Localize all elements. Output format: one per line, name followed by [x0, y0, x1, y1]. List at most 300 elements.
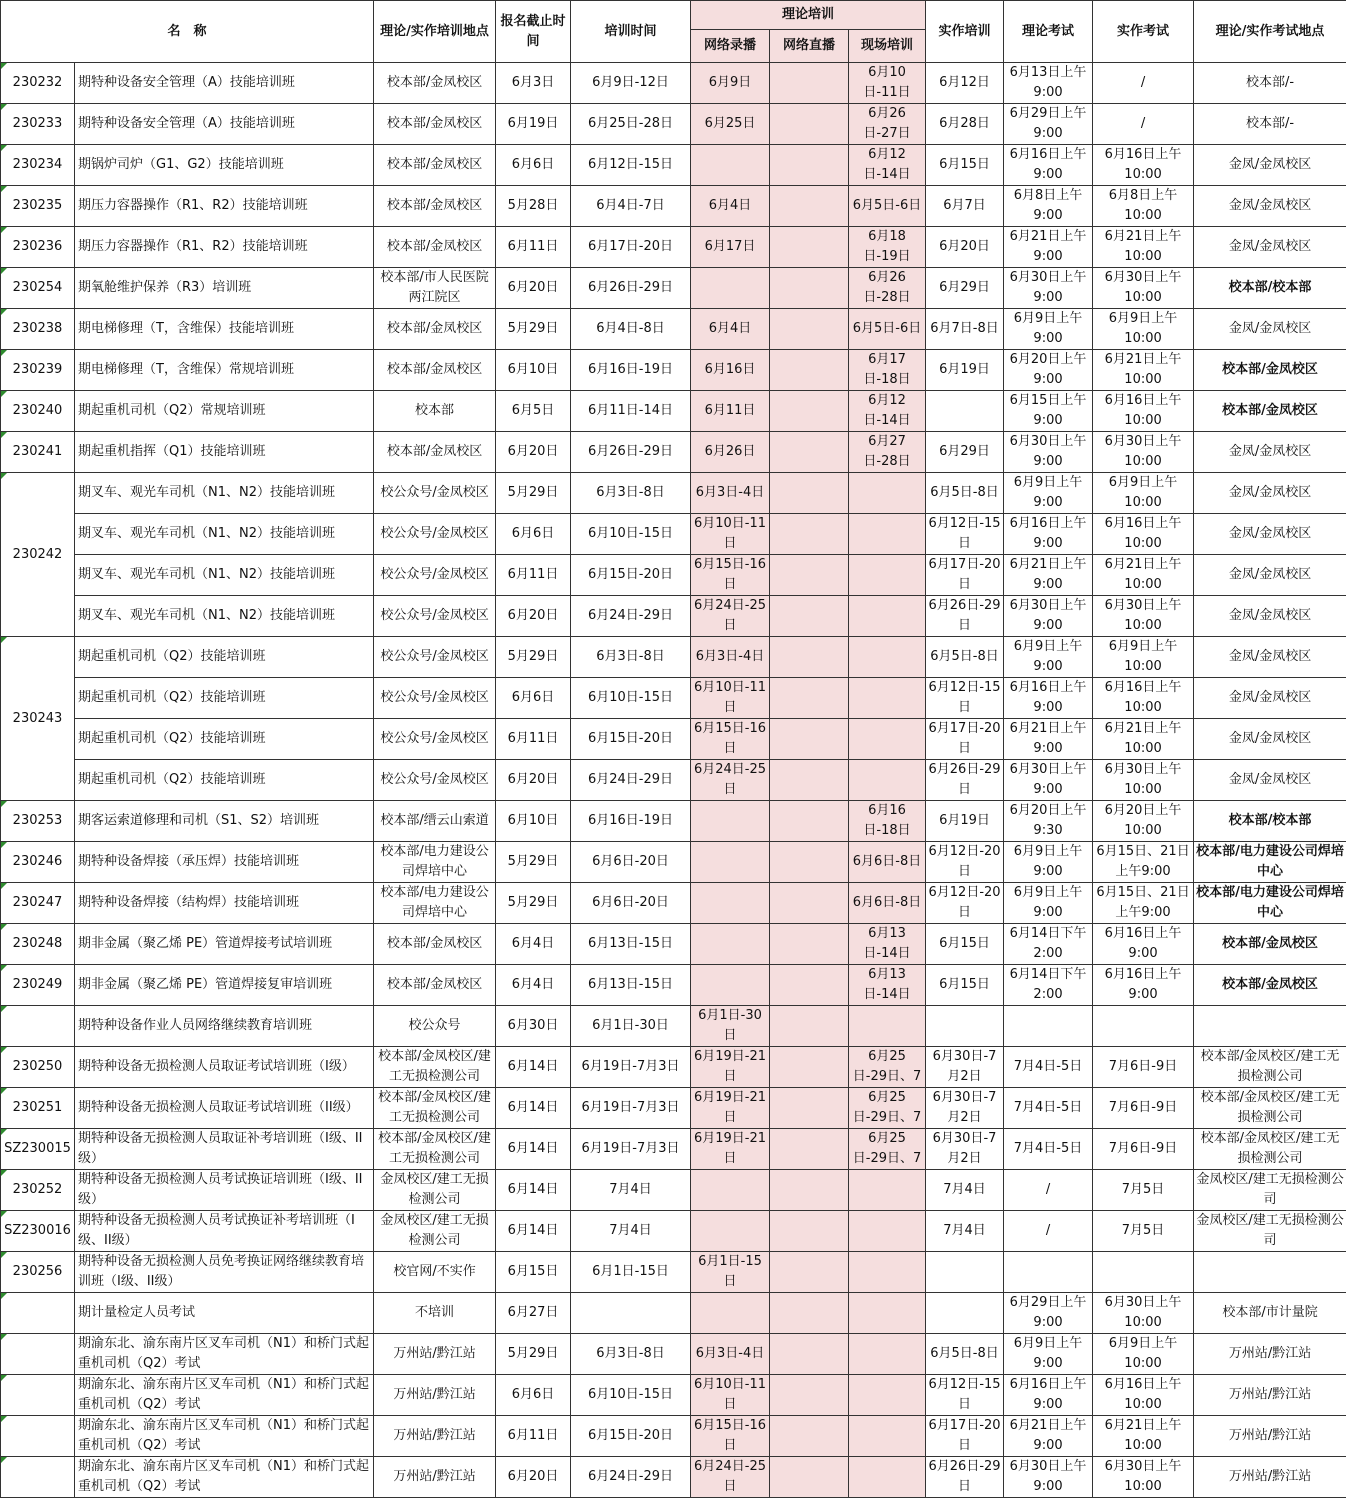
class-code [1, 1416, 75, 1457]
practical-training [926, 719, 1004, 760]
class-code: 230243 [1, 637, 75, 801]
training-time-text: 6月6日-20日 [592, 895, 669, 910]
theory-exam-text: 7月4日-5日 [1013, 1059, 1083, 1074]
practical-training-text: 6月17日-20日 [928, 1418, 1001, 1453]
theory-exam-text: 6月30日上午9:00 [1009, 1459, 1087, 1494]
online-recorded [691, 145, 770, 186]
onsite-training [849, 145, 926, 186]
practical-training [926, 801, 1004, 842]
class-code: 230247 [1, 883, 75, 924]
theory-exam-text: 6月30日上午9:00 [1009, 598, 1087, 633]
table-row [1, 104, 1346, 145]
table-row [1, 555, 1346, 596]
exam-place [1194, 432, 1346, 473]
online-recorded [691, 719, 770, 760]
online-recorded-text: 6月3日-4日 [695, 1346, 765, 1361]
theory-exam [1004, 1047, 1093, 1088]
practical-training [926, 391, 1004, 432]
practical-training-text: 6月30日-7月2日 [932, 1090, 997, 1125]
practical-exam [1093, 555, 1194, 596]
course-name-text: 期起重机司机（Q2）常规培训班 [78, 403, 266, 418]
onsite-training [849, 1334, 926, 1375]
theory-exam-text: 7月4日-5日 [1013, 1141, 1083, 1156]
practical-exam [1093, 227, 1194, 268]
online-recorded [691, 186, 770, 227]
course-name-text: 期叉车、观光车司机（N1、N2）技能培训班 [78, 485, 335, 500]
deadline [496, 637, 571, 678]
class-code: 230241 [1, 432, 75, 473]
online-recorded [691, 350, 770, 391]
online-recorded [691, 842, 770, 883]
course-name [75, 63, 374, 104]
practical-exam [1093, 965, 1194, 1006]
training-time-text: 6月9日-12日 [592, 75, 669, 90]
onsite-training [849, 473, 926, 514]
practical-training-text: 6月28日 [939, 116, 990, 131]
online-live [770, 760, 849, 801]
online-live [770, 268, 849, 309]
table-row [1, 678, 1346, 719]
training-time-text: 6月15日-20日 [587, 567, 674, 582]
onsite-training [849, 1375, 926, 1416]
exam-place-text: 金凤/金凤校区 [1228, 485, 1312, 500]
onsite-training-text: 6月18日-19日 [863, 229, 911, 264]
online-live [770, 1416, 849, 1457]
online-live [770, 391, 849, 432]
practical-training-text: 6月5日-8日 [930, 649, 999, 664]
exam-place-text: 校本部/金凤校区 [1222, 403, 1318, 418]
deadline-text: 6月14日 [507, 1223, 559, 1238]
exam-place [1194, 637, 1346, 678]
online-recorded [691, 309, 770, 350]
training-location-text: 校本部/金凤校区 [386, 444, 483, 459]
exam-place-text: 校本部/金凤校区 [1222, 977, 1318, 992]
online-recorded-text: 6月1日-15日 [698, 1254, 762, 1289]
exam-place-text: 万州站/黔江站 [1228, 1387, 1312, 1402]
deadline [496, 1006, 571, 1047]
practical-exam [1093, 1375, 1194, 1416]
theory-exam [1004, 1129, 1093, 1170]
online-live [770, 555, 849, 596]
training-time [571, 186, 691, 227]
header-name: 名 称 [1, 1, 374, 63]
practical-exam-text: 6月20日上午10:00 [1104, 803, 1182, 838]
onsite-training [849, 924, 926, 965]
course-name [75, 965, 374, 1006]
deadline [496, 473, 571, 514]
practical-exam [1093, 801, 1194, 842]
onsite-training-text: 6月27日-28日 [863, 434, 911, 469]
practical-exam-text: 6月16日上午10:00 [1104, 147, 1182, 182]
onsite-training-text: 6月6日-8日 [852, 854, 922, 869]
online-recorded-text: 6月25日 [704, 116, 756, 131]
practical-exam [1093, 145, 1194, 186]
exam-place-text: 校本部/电力建设公司焊培中心 [1196, 885, 1344, 920]
online-recorded-text: 6月17日 [704, 239, 756, 254]
training-time [571, 760, 691, 801]
course-name [75, 514, 374, 555]
exam-place [1194, 473, 1346, 514]
class-code: 230249 [1, 965, 75, 1006]
training-time [571, 1006, 691, 1047]
training-time [571, 555, 691, 596]
online-live [770, 1457, 849, 1498]
theory-exam [1004, 965, 1093, 1006]
training-time [571, 473, 691, 514]
online-live [770, 965, 849, 1006]
onsite-training-text: 6月5日-6日 [852, 198, 922, 213]
deadline [496, 1375, 571, 1416]
deadline-text: 5月29日 [507, 485, 559, 500]
deadline [496, 514, 571, 555]
practical-exam-text: 6月30日上午10:00 [1104, 270, 1182, 305]
deadline-text: 6月15日 [507, 1264, 559, 1279]
deadline-text: 6月10日 [507, 362, 559, 377]
training-time-text: 6月13日-15日 [587, 936, 674, 951]
practical-exam-text: 6月8日上午10:00 [1108, 188, 1178, 223]
course-name-text: 期特种设备安全管理（A）技能培训班 [78, 75, 295, 90]
practical-exam-text: 7月6日-9日 [1108, 1141, 1178, 1156]
practical-training [926, 678, 1004, 719]
practical-exam [1093, 842, 1194, 883]
table-row [1, 268, 1346, 309]
theory-exam [1004, 637, 1093, 678]
training-time [571, 1129, 691, 1170]
training-time-text: 6月3日-8日 [596, 485, 665, 500]
course-name [75, 1293, 374, 1334]
online-live [770, 1375, 849, 1416]
onsite-training-text: 6月10日-11日 [863, 65, 911, 100]
practical-training-text: 6月26日-29日 [928, 1459, 1001, 1494]
training-time [571, 1252, 691, 1293]
onsite-training [849, 1170, 926, 1211]
training-location [374, 760, 496, 801]
online-recorded-text: 6月19日-21日 [693, 1049, 767, 1084]
practical-training [926, 1047, 1004, 1088]
training-location [374, 719, 496, 760]
training-location [374, 1129, 496, 1170]
deadline-text: 5月28日 [507, 198, 559, 213]
table-row [1, 596, 1346, 637]
theory-exam [1004, 760, 1093, 801]
onsite-training-text: 6月12日-14日 [863, 393, 911, 428]
online-live [770, 678, 849, 719]
exam-place [1194, 842, 1346, 883]
exam-place-text: 校本部/金凤校区 [1222, 936, 1318, 951]
online-live [770, 145, 849, 186]
practical-exam [1093, 1293, 1194, 1334]
practical-exam-text: 6月21日上午10:00 [1104, 352, 1182, 387]
deadline-text: 6月27日 [507, 1305, 559, 1320]
exam-place [1194, 678, 1346, 719]
table-row [1, 1252, 1346, 1293]
exam-place [1194, 1088, 1346, 1129]
training-location-text: 万州站/黔江站 [393, 1346, 476, 1361]
table-row [1, 1170, 1346, 1211]
deadline [496, 1334, 571, 1375]
online-recorded [691, 391, 770, 432]
training-time-text: 6月24日-29日 [587, 772, 674, 787]
online-recorded-text: 6月10日-11日 [693, 680, 767, 715]
course-name-text: 期计量检定人员考试 [78, 1305, 196, 1320]
deadline-text: 6月14日 [507, 1141, 559, 1156]
table-row [1, 760, 1346, 801]
practical-exam [1093, 514, 1194, 555]
deadline-text: 6月30日 [507, 1018, 559, 1033]
theory-exam-text: 6月9日上午9:00 [1013, 475, 1083, 510]
practical-exam [1093, 1457, 1194, 1498]
exam-place [1194, 514, 1346, 555]
practical-exam-text: 6月15日、21日上午9:00 [1096, 885, 1190, 920]
training-time-text: 6月19日-7月3日 [581, 1059, 680, 1074]
practical-training [926, 883, 1004, 924]
training-time-text: 6月15日-20日 [587, 1428, 674, 1443]
course-name [75, 432, 374, 473]
online-recorded [691, 801, 770, 842]
class-code: 230248 [1, 924, 75, 965]
training-location-text: 万州站/黔江站 [393, 1469, 476, 1484]
practical-training-text: 6月15日 [939, 936, 990, 951]
course-name-text: 期渝东北、渝东南片区叉车司机（N1）和桥门式起重机司机（Q2）考试 [78, 1418, 369, 1453]
practical-training [926, 1170, 1004, 1211]
class-code [1, 1334, 75, 1375]
training-location-text: 校本部/金凤校区 [386, 321, 483, 336]
training-location-text: 校本部/缙云山索道 [380, 813, 489, 828]
training-location-text: 不培训 [415, 1305, 455, 1320]
training-time-text: 6月17日-20日 [587, 239, 674, 254]
course-name-text: 期特种设备焊接（结构焊）技能培训班 [78, 895, 300, 910]
online-recorded [691, 1334, 770, 1375]
training-location-text: 校公众号 [408, 1018, 461, 1033]
course-name-text: 期特种设备无损检测人员考试换证培训班（I级、II级） [78, 1172, 363, 1207]
exam-place [1194, 555, 1346, 596]
training-time-text: 6月4日-7日 [596, 198, 665, 213]
practical-training-text: 6月30日-7月2日 [932, 1131, 997, 1166]
training-location [374, 637, 496, 678]
practical-training [926, 637, 1004, 678]
exam-place-text: 校本部/- [1245, 75, 1295, 90]
course-name-text: 期非金属（聚乙烯 PE）管道焊接考试培训班 [78, 936, 333, 951]
online-live [770, 1252, 849, 1293]
training-location [374, 473, 496, 514]
practical-training [926, 145, 1004, 186]
online-recorded [691, 432, 770, 473]
practical-exam [1093, 1170, 1194, 1211]
theory-exam [1004, 555, 1093, 596]
practical-exam [1093, 63, 1194, 104]
exam-place [1194, 719, 1346, 760]
online-recorded-text: 6月26日 [704, 444, 756, 459]
exam-place-text: 金凤/金凤校区 [1228, 526, 1312, 541]
class-code: SZ230015 [1, 1129, 75, 1170]
deadline-text: 6月6日 [511, 157, 555, 172]
practical-exam-text: 6月30日上午10:00 [1104, 1459, 1182, 1494]
online-recorded-text: 6月4日 [708, 198, 752, 213]
practical-exam-text: 6月9日上午10:00 [1108, 311, 1178, 346]
training-location-text: 校官网/不实作 [393, 1264, 476, 1279]
practical-exam [1093, 1047, 1194, 1088]
training-time [571, 801, 691, 842]
deadline [496, 842, 571, 883]
table-row [1, 924, 1346, 965]
training-location-text: 万州站/黔江站 [393, 1387, 476, 1402]
theory-exam-text: 6月14日下午2:00 [1009, 967, 1087, 1002]
theory-exam [1004, 924, 1093, 965]
course-name-text: 期特种设备无损检测人员取证补考培训班（I级、II级） [78, 1131, 363, 1166]
theory-exam [1004, 186, 1093, 227]
deadline [496, 63, 571, 104]
table-row [1, 186, 1346, 227]
online-live [770, 883, 849, 924]
exam-place [1194, 965, 1346, 1006]
deadline-text: 6月4日 [511, 977, 555, 992]
training-location-text: 校公众号/金凤校区 [380, 772, 489, 787]
class-code: 230232 [1, 63, 75, 104]
training-location [374, 1334, 496, 1375]
online-recorded-text: 6月24日-25日 [693, 762, 767, 797]
online-live [770, 1047, 849, 1088]
training-location-text: 校本部/金凤校区 [386, 239, 483, 254]
class-code: SZ230016 [1, 1211, 75, 1252]
training-time [571, 268, 691, 309]
theory-exam-text: 6月21日上午9:00 [1009, 229, 1087, 264]
online-live [770, 1006, 849, 1047]
onsite-training-text: 6月25日-29日、7 [852, 1049, 922, 1084]
class-code: 230250 [1, 1047, 75, 1088]
online-recorded [691, 268, 770, 309]
training-time [571, 842, 691, 883]
theory-exam-text: 6月29日上午9:00 [1009, 1295, 1087, 1330]
course-name [75, 637, 374, 678]
exam-place [1194, 596, 1346, 637]
deadline [496, 1047, 571, 1088]
theory-exam-text: 6月20日上午9:30 [1009, 803, 1087, 838]
deadline-text: 6月11日 [507, 1428, 559, 1443]
course-name-text: 期起重机司机（Q2）技能培训班 [78, 690, 266, 705]
training-location-text: 金凤校区/建工无损检测公司 [380, 1172, 489, 1207]
theory-exam [1004, 309, 1093, 350]
training-location-text: 校本部/金凤校区 [386, 936, 483, 951]
onsite-training [849, 760, 926, 801]
onsite-training [849, 391, 926, 432]
practical-exam-text: 6月30日上午10:00 [1104, 762, 1182, 797]
exam-place [1194, 924, 1346, 965]
exam-place-text: 校本部/电力建设公司焊培中心 [1196, 844, 1344, 879]
class-code: 230234 [1, 145, 75, 186]
onsite-training [849, 965, 926, 1006]
practical-training-text: 6月15日 [939, 157, 990, 172]
onsite-training-text: 6月13日-14日 [863, 967, 911, 1002]
course-name-text: 期特种设备作业人员网络继续教育培训班 [78, 1018, 313, 1033]
exam-place [1194, 145, 1346, 186]
deadline-text: 6月20日 [507, 444, 559, 459]
practical-training-text: 6月5日-8日 [930, 485, 999, 500]
onsite-training [849, 309, 926, 350]
training-location-text: 校公众号/金凤校区 [380, 567, 489, 582]
training-location-text: 校公众号/金凤校区 [380, 731, 489, 746]
practical-training [926, 268, 1004, 309]
training-time [571, 1416, 691, 1457]
table-row [1, 842, 1346, 883]
deadline [496, 186, 571, 227]
table-row [1, 63, 1346, 104]
exam-place [1194, 1457, 1346, 1498]
online-recorded-text: 6月24日-25日 [693, 1459, 767, 1494]
course-name [75, 145, 374, 186]
deadline [496, 965, 571, 1006]
practical-training-text: 6月12日-20日 [928, 844, 1001, 879]
exam-place-text: 校本部/金凤校区/建工无损检测公司 [1200, 1131, 1340, 1166]
deadline [496, 227, 571, 268]
practical-exam-text: 6月16日上午10:00 [1104, 1377, 1182, 1412]
training-time [571, 883, 691, 924]
course-name-text: 期特种设备无损检测人员考试换证补考培训班（I级、II级） [78, 1213, 355, 1248]
training-time-text: 6月10日-15日 [587, 1387, 674, 1402]
exam-place-text: 万州站/黔江站 [1228, 1428, 1312, 1443]
training-location-text: 校本部/市人民医院两江院区 [380, 270, 489, 305]
online-recorded [691, 227, 770, 268]
theory-exam [1004, 596, 1093, 637]
class-code [1, 1375, 75, 1416]
online-live [770, 1129, 849, 1170]
training-time [571, 1457, 691, 1498]
theory-exam-text: 6月15日上午9:00 [1009, 393, 1087, 428]
class-code: 230239 [1, 350, 75, 391]
practical-training [926, 1129, 1004, 1170]
deadline [496, 760, 571, 801]
onsite-training-text: 6月25日-29日、7 [852, 1090, 922, 1125]
theory-exam [1004, 1416, 1093, 1457]
practical-exam-text: 6月16日上午9:00 [1104, 967, 1182, 1002]
table-row [1, 883, 1346, 924]
training-time-text: 6月15日-20日 [587, 731, 674, 746]
online-recorded [691, 1088, 770, 1129]
training-location [374, 432, 496, 473]
practical-training [926, 63, 1004, 104]
training-location [374, 1416, 496, 1457]
deadline [496, 555, 571, 596]
theory-exam-text: 6月30日上午9:00 [1009, 270, 1087, 305]
online-recorded-text: 6月19日-21日 [693, 1131, 767, 1166]
course-name [75, 1088, 374, 1129]
online-recorded [691, 678, 770, 719]
online-live [770, 924, 849, 965]
theory-exam [1004, 227, 1093, 268]
practical-exam [1093, 473, 1194, 514]
training-location-text: 万州站/黔江站 [393, 1428, 476, 1443]
practical-exam-text: 6月30日上午10:00 [1104, 1295, 1182, 1330]
exam-place [1194, 1211, 1346, 1252]
exam-place [1194, 760, 1346, 801]
onsite-training [849, 883, 926, 924]
training-location-text: 校本部/金凤校区 [386, 977, 483, 992]
training-time [571, 145, 691, 186]
exam-place [1194, 268, 1346, 309]
practical-exam [1093, 309, 1194, 350]
table-row [1, 145, 1346, 186]
header-practical: 实作培训 [926, 1, 1004, 63]
training-time [571, 350, 691, 391]
training-location [374, 227, 496, 268]
online-recorded [691, 1375, 770, 1416]
practical-training-text: 6月19日 [939, 362, 990, 377]
online-live [770, 1211, 849, 1252]
exam-place [1194, 1293, 1346, 1334]
exam-place-text: 金凤/金凤校区 [1228, 608, 1312, 623]
onsite-training [849, 227, 926, 268]
practical-exam [1093, 104, 1194, 145]
course-name [75, 555, 374, 596]
